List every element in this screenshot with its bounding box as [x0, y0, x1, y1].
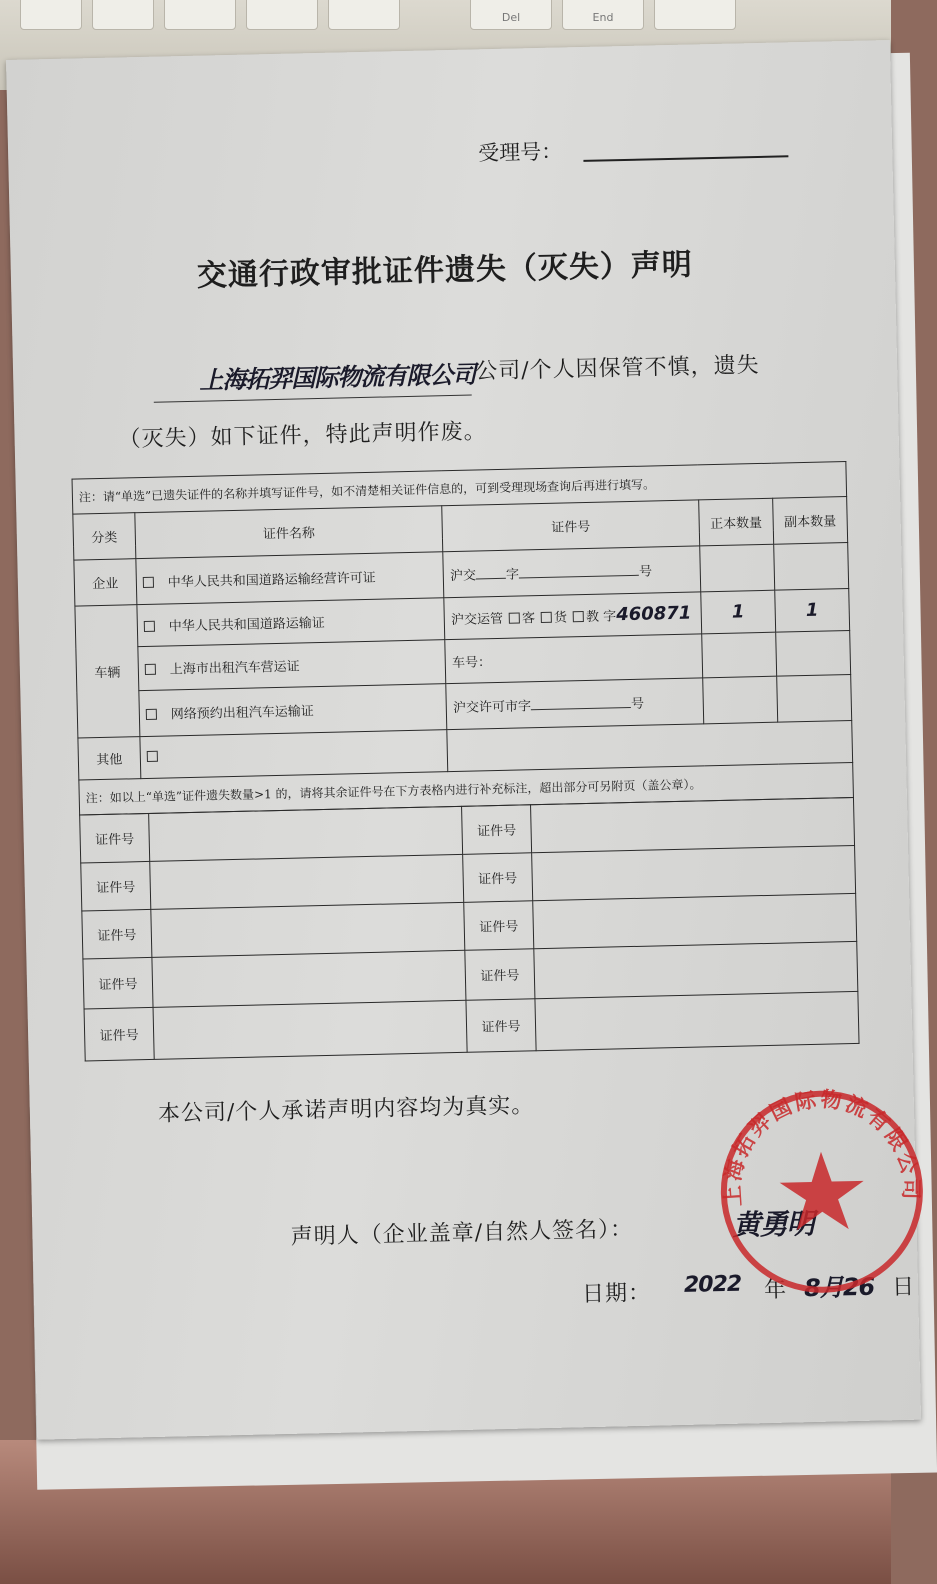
row-copy-count: 1 — [775, 589, 850, 633]
extra-cert-label: 证件号 — [82, 909, 152, 959]
header-cert-name: 证件名称 — [135, 506, 443, 559]
checkbox[interactable] — [145, 664, 156, 675]
extra-cert-label: 证件号 — [80, 813, 150, 863]
extra-cert-label: 证件号 — [464, 900, 534, 950]
row-category: 车辆 — [75, 605, 140, 738]
seal-star-icon — [779, 1151, 865, 1231]
row-original-count — [702, 632, 777, 678]
declarant-signature: 黄勇明 — [732, 1206, 814, 1242]
row-cert-name: 中华人民共和国道路运输证 — [168, 615, 325, 635]
keyboard-key-del: Del — [470, 0, 552, 30]
company-seal — [709, 1079, 934, 1304]
row-copy-count — [776, 631, 851, 677]
extra-cert-label: 证件号 — [83, 957, 153, 1009]
cert-no-prefix: 沪交许可市字 — [452, 699, 532, 717]
row-cert-name-cell — [136, 552, 444, 605]
declaration-text-line2: （灭失）如下证件，特此声明作废。 — [118, 419, 487, 453]
row-category: 企业 — [74, 559, 137, 606]
blank-line — [531, 707, 631, 710]
declarant-signature-label: 声明人（企业盖章/自然人签名）： — [290, 1217, 634, 1250]
table-note-top: 注：请“单选”已遗失证件的名称并填写证件号，如不清楚相关证件信息的，可到受理现场查询后再进行填写。 — [72, 462, 847, 515]
blank-line — [519, 575, 639, 579]
date-month-day-handwritten: 8月26 — [803, 1272, 875, 1303]
keyboard-key — [164, 0, 236, 30]
date-label: 日期： — [581, 1280, 652, 1308]
row-cert-name: 中华人民共和国道路运输经营许可证 — [167, 570, 376, 591]
seal-text: 上海拓羿国际物流有限公司 — [719, 1086, 925, 1208]
extra-cert-label: 证件号 — [462, 804, 532, 854]
checkbox[interactable] — [143, 577, 154, 588]
lost-certificate-table — [72, 461, 860, 1061]
cert-no-suffix: 号 — [630, 696, 645, 712]
keyboard-key — [20, 0, 82, 30]
accept-number-line — [583, 155, 788, 162]
row-cert-no-cell — [446, 678, 704, 730]
keyboard-key — [654, 0, 736, 30]
extra-cert-label: 证件号 — [465, 948, 535, 1000]
option-passenger: 客 — [521, 611, 536, 627]
checkbox-passenger[interactable] — [509, 612, 520, 623]
checkbox-training[interactable] — [573, 611, 584, 622]
cert-no-suffix: 号 — [638, 564, 653, 580]
checkbox[interactable] — [144, 621, 155, 632]
blank-line — [476, 578, 506, 580]
table-note-bottom: 注：如以上“单选”证件遗失数量>1 的，请将其余证件号在下方表格内进行补充标注，超出部分可另附页（盖公章）。 — [79, 762, 854, 815]
row-cert-no-cell — [443, 546, 701, 598]
checkbox-freight[interactable] — [541, 612, 552, 623]
row-original-count: 1 — [701, 590, 776, 634]
row-cert-name: 上海市出租汽车营运证 — [169, 659, 300, 678]
document-title: 交通行政审批证件遗失（灭失）声明 — [196, 247, 694, 294]
cert-no-handwritten: 460871 — [615, 602, 692, 626]
keyboard-key — [92, 0, 154, 30]
row-cert-no-cell — [444, 592, 702, 640]
declaration-text-line1: 公司/个人因保管不慎，遗失 — [474, 352, 760, 385]
header-copy-count: 副本数量 — [773, 497, 848, 545]
extra-cert-field[interactable] — [150, 854, 464, 909]
row-cert-name: 网络预约出租汽车运输证 — [170, 704, 314, 723]
row-cert-no-cell — [445, 634, 703, 684]
extra-cert-field[interactable] — [152, 950, 466, 1007]
extra-cert-field[interactable] — [535, 991, 859, 1050]
row-copy-count — [777, 674, 852, 722]
cert-no-prefix: 沪交运管 — [450, 611, 504, 629]
extra-cert-field[interactable] — [533, 893, 857, 948]
header-cert-no: 证件号 — [442, 500, 700, 552]
row-cert-name-cell — [140, 730, 448, 779]
cert-no-mid: 字 — [505, 567, 520, 583]
row-category: 其他 — [78, 737, 141, 780]
row-cert-name-cell — [139, 684, 447, 737]
row-cert-name-cell — [137, 598, 445, 647]
keyboard-key-end: End — [562, 0, 644, 30]
extra-cert-field[interactable] — [531, 797, 855, 852]
header-original-count: 正本数量 — [699, 498, 774, 546]
extra-cert-field[interactable] — [532, 845, 856, 900]
extra-cert-label: 证件号 — [463, 852, 533, 902]
keyboard-key — [328, 0, 400, 30]
company-name-line — [154, 395, 472, 403]
checkbox[interactable] — [147, 751, 158, 762]
extra-cert-label: 证件号 — [84, 1007, 154, 1061]
header-category: 分类 — [73, 513, 136, 560]
cert-no-mid: 字 — [603, 609, 617, 625]
row-original-count — [700, 544, 775, 592]
option-freight: 货 — [553, 610, 568, 626]
date-year-handwritten: 2022 — [683, 1271, 742, 1298]
cert-no-prefix: 沪交 — [449, 568, 477, 585]
cert-no-prefix: 车号： — [451, 655, 492, 672]
option-training: 教 — [585, 609, 600, 625]
extra-cert-field[interactable] — [534, 941, 858, 998]
row-cert-name-cell — [138, 640, 446, 691]
extra-cert-field[interactable] — [149, 806, 463, 861]
date-year-unit: 年 — [763, 1277, 787, 1304]
accept-number-label: 受理号： — [477, 139, 563, 166]
row-original-count — [703, 676, 778, 724]
keyboard-key — [246, 0, 318, 30]
extra-cert-field[interactable] — [151, 902, 465, 957]
company-name-handwritten: 上海拓羿国际物流有限公司 — [199, 360, 476, 395]
truthfulness-statement: 本公司/个人承诺声明内容均为真实。 — [157, 1093, 535, 1127]
extra-cert-label: 证件号 — [466, 998, 536, 1052]
date-day-unit: 日 — [891, 1274, 915, 1301]
extra-cert-label: 证件号 — [81, 861, 151, 911]
row-copy-count — [774, 543, 849, 591]
checkbox[interactable] — [146, 709, 157, 720]
declaration-form-paper — [6, 40, 925, 1440]
extra-cert-field[interactable] — [153, 1000, 467, 1059]
